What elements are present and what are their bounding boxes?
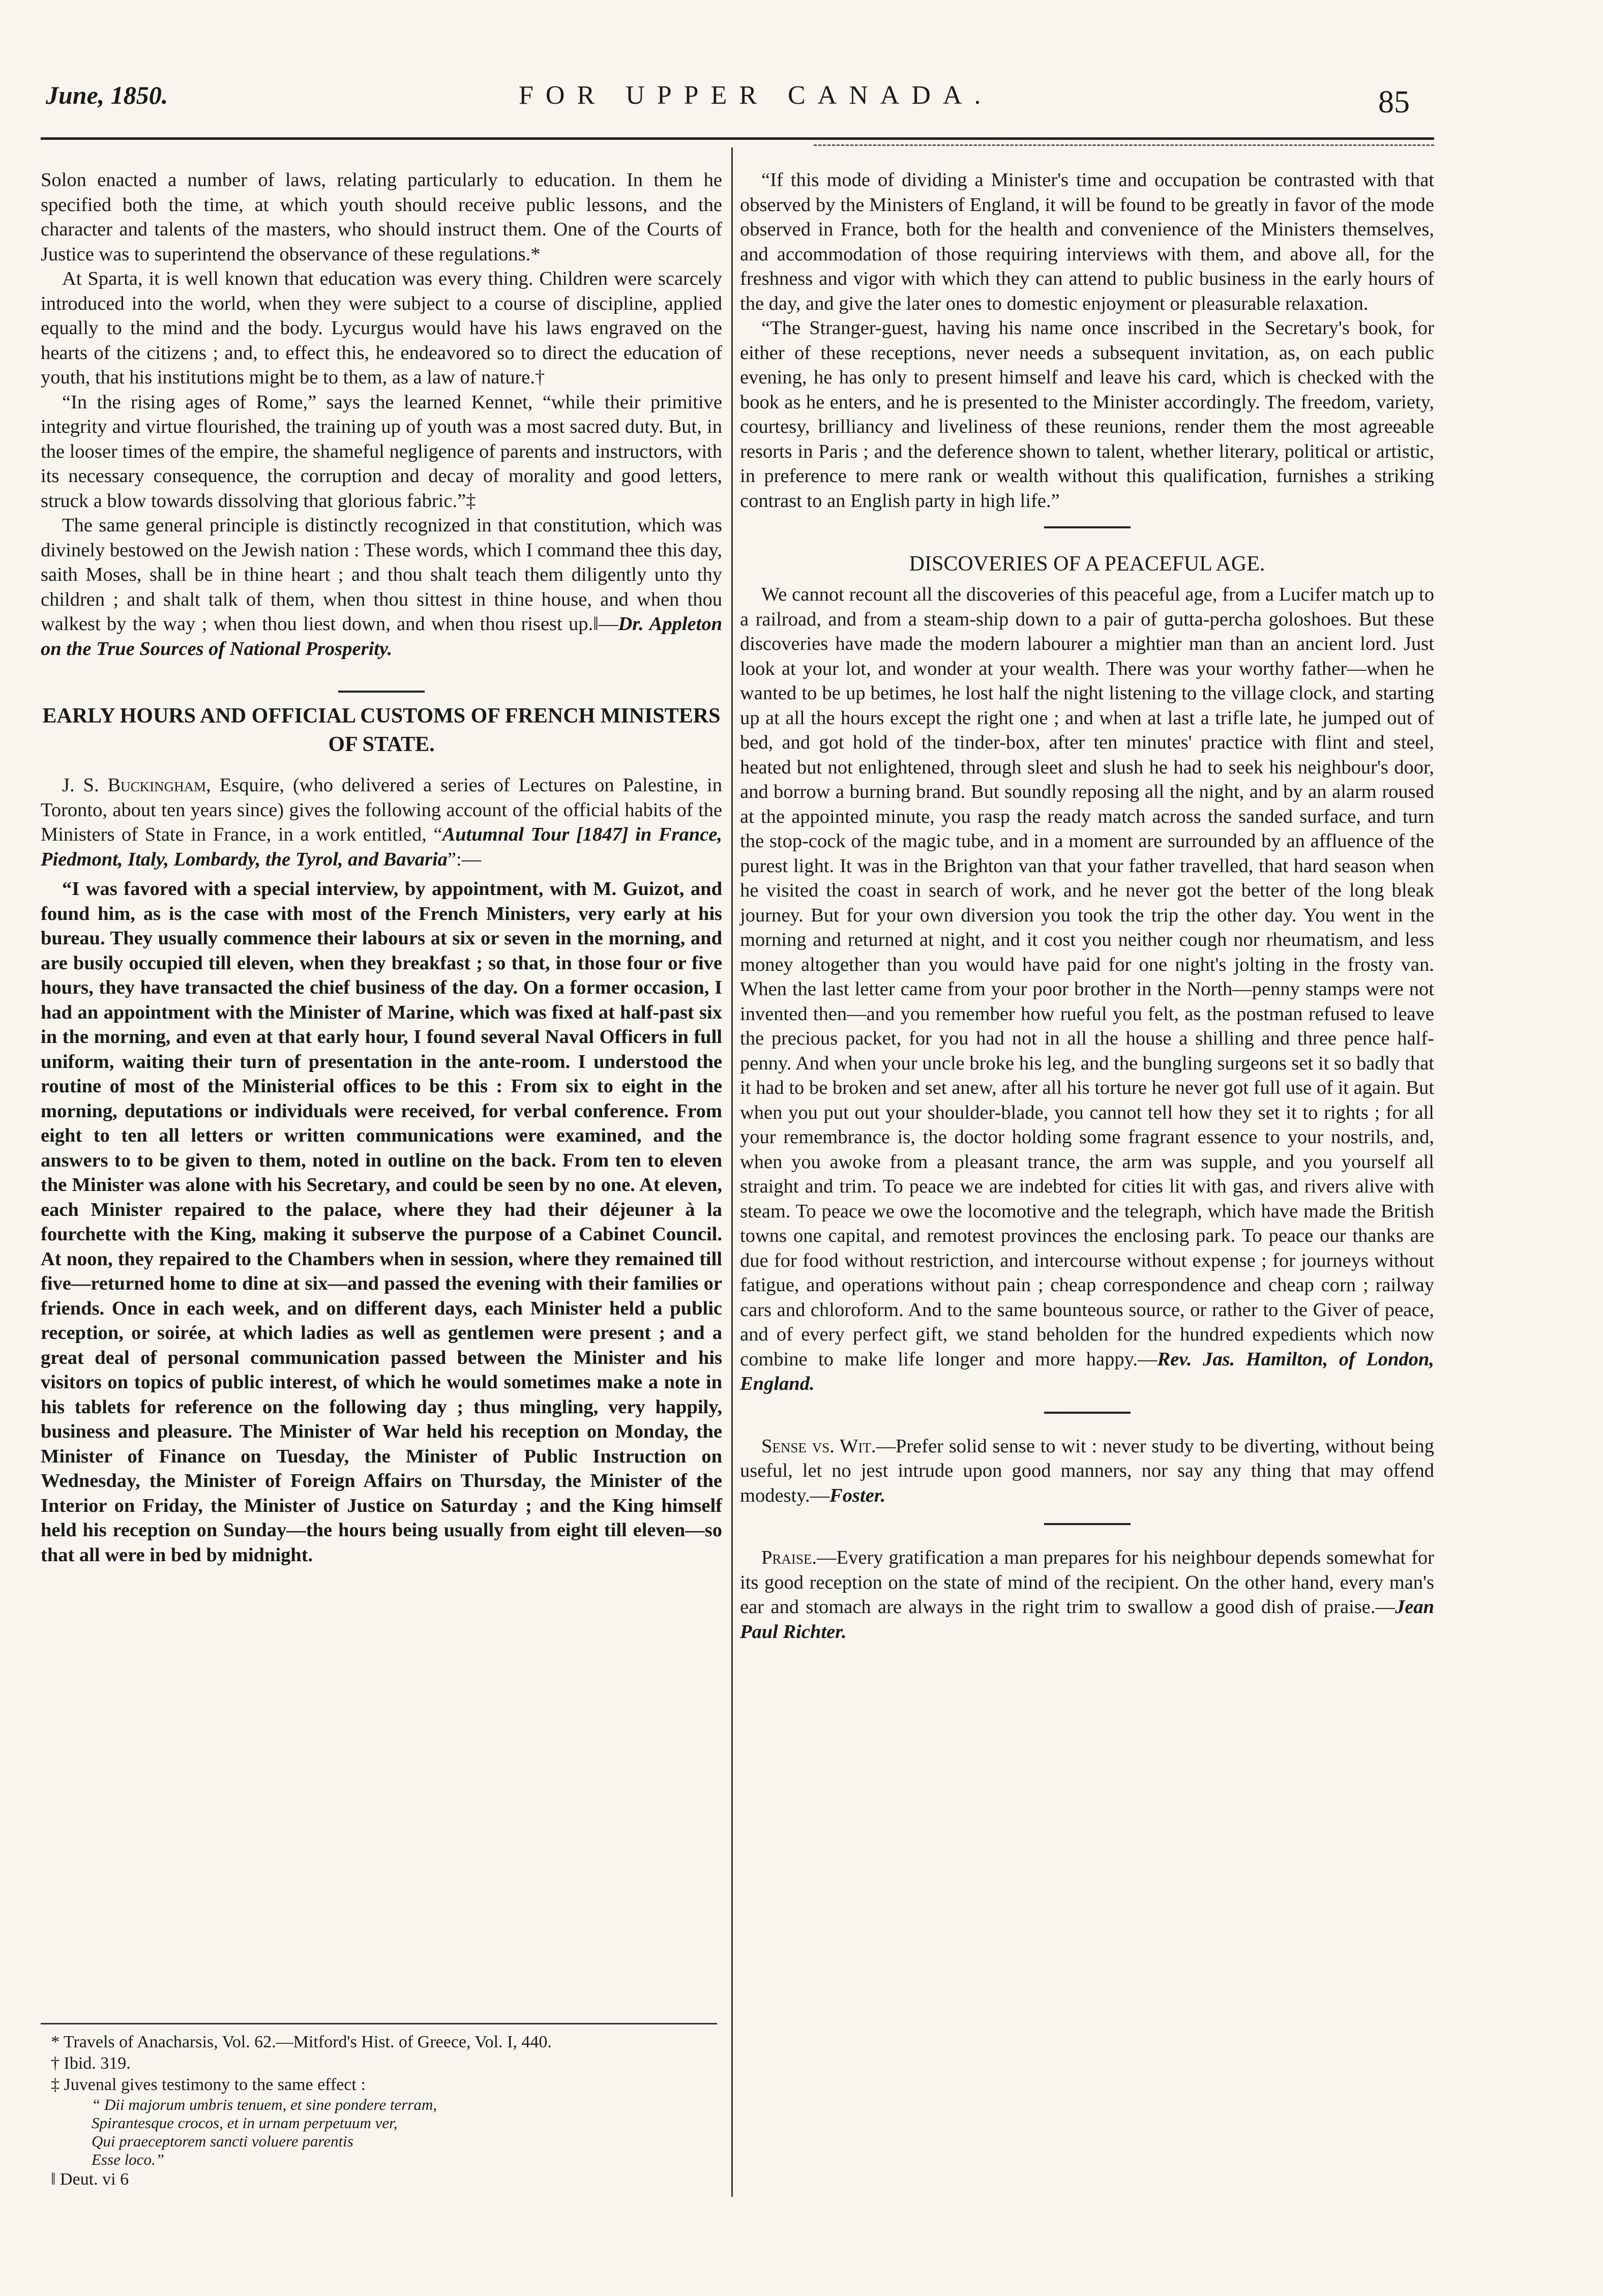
footnotes: [51, 2032, 717, 2190]
left-paragraph-3: “In the rising ages of Rome,” says the learned Kennet, “while their primitive integrity and virtue flourished, the training up of youth was a most sacred duty. But, in the looser times of the empire, the shameful negligence of parents and instructors, with its necessary consequence, the corruption and decay of morality and good letters, struck a blow towards dissolving that glorious fabric.”‡: [41, 391, 722, 512]
buckingham-intro-end: ”:—: [447, 848, 482, 870]
header-rule-dashed: [814, 144, 1434, 146]
header-rule: [41, 137, 1434, 140]
discoveries-text: We cannot recount all the discoveries of this peaceful age, from a Lucifer match up to a railroad, and from a steam-ship down to a pair of gutta-percha goloshoes. But these discoveries have made the modern labourer a mightier man than an ancient lord. Just look at your lot, and wonder at your wealth. There was your worthy father—when he wanted to be up betimes, he lost half the night listening to the village clock, and starting up at all the hours except the right one ; and when at last a trifle late, he jumped out of bed, and got hold of the tinder-box, after ten minutes' practice with flint and steel, heated but not enlightened, through sleet and slush he had to seek his neighbour's door, and borrow a burning brand. But soundly reposing all the night, and by an alarm roused at the appointed minute, you rasp the ready match across the sanded surface, and turn the stop-cock of the magic tube, and in a moment are surrounded by an affluence of the purest light. It was in the Brighton van that your father travelled, that hard season when he visited the coast in search of work, and he never got the better of the long bleak journey. But for your own diversion you took the trip the other day. You went in the morning and returned at night, and it cost you neither cough nor rheumatism, and less money altogether than you would have paid for one night's jolting in the frosty van. When the last letter came from your poor brother in the North—penny stamps were not invented then—and you remember how rueful you felt, as the postman refused to leave the precious packet, for you had not in all the house a shilling and three pence half-penny. And when your uncle broke his leg, and the bungling surgeons set it so badly that it had to be broken and set anew, after all his torture he never got full use of it again. But when you put out your shoulder-blade, you cannot tell how they set it to rights ; for all your remembrance is, the doctor holding some fragrant essence to your nostrils, and, when you awoke from a pleasant trance, the arm was supple, and you yourself all straight and trim. To peace we are indebted for cities lit with gas, and rivers alive with steam. To peace we owe the locomotive and the telegraph, which have made the British towns one capital, and remotest provinces the enclosing park. To peace our thanks are due for food without restriction, and intercourse without expense ; for journeys without fatigue, and operations without pain ; cheap correspondence and cheap corn ; railway cars and chloroform. And to the same bounteous source, or rather to the Giver of peace, and of every perfect gift, we stand beholden for the hundred expedients which now combine to make life longer and more happy.—: [740, 584, 1434, 1370]
footnote-2: † Ibid. 319.: [51, 2054, 131, 2073]
right-paragraph-5: [740, 1545, 1434, 1644]
praise-text: —Every gratification a man prepares for his neighbour depends somewhat for its good reception on the state of mind of the recipient. On the other hand, every man's ear and stomach are always in the right trim to swallow a good dish of praise.—: [740, 1547, 1434, 1618]
header-title: FOR UPPER CANADA.: [519, 81, 993, 110]
left-paragraph-5: [41, 773, 722, 872]
header-date: June, 1850.: [46, 81, 168, 109]
section-heading-discoveries: DISCOVERIES OF A PEACEFUL AGE.: [909, 552, 1265, 576]
foster-attribution: Foster.: [829, 1484, 886, 1506]
left-paragraph-2: At Sparta, it is well known that education was every thing. Children were scarcely introduced into the world, when they were subject to a course of discipline, applied equally to the mind and the body. Lycurgus would have his laws engraved on the hearts of the citizens ; and, to effect this, he endeavored so to direct the education of youth, that his institutions might be to them, as a law of nature.†: [41, 268, 722, 388]
left-paragraph-4: [41, 513, 722, 661]
right-paragraph-2: “The Stranger-guest, having his name once inscribed in the Secretary's book, for either of these receptions, never needs a subsequent invitation, as, on each public evening, he has only to present himself and leave his card, which is checked with the book as he enters, and he is presented to the Minister accordingly. The freedom, variety, courtesy, brilliancy and liveliness of these reunions, render them the most agreeable resorts in Paris ; and the deference shown to talent, whether literary, political or artistic, in preference to mere rank or wealth without this qualification, furnishes a striking contrast to an English party in high life.”: [740, 317, 1434, 512]
section-heading-french-ministers: EARLY HOURS AND OFFICIAL CUSTOMS OF FRENCH MINISTERS OF STATE.: [42, 704, 721, 756]
appleton-attribution: Dr. Appleton on the True Sources of National Prosperity.: [41, 613, 722, 660]
column-divider: [731, 147, 733, 2197]
verse-line-3: Qui praeceptorem sancti voluere parentis: [92, 2132, 353, 2150]
hamilton-attribution: Rev. Jas. Hamilton, of London, England.: [740, 1348, 1435, 1394]
footnote-4: ‖ Deut. vi 6: [51, 2170, 129, 2189]
left-paragraph-1: Solon enacted a number of laws, relating particularly to education. In them he specified both the time, at which youth should receive public lessons, and the character and talents of the masters, who should instruct them. One of the Courts of Justice was to superintend the observance of these regulations.*: [41, 169, 722, 265]
buckingham-name: J. S. Buckingham,: [62, 774, 211, 796]
footnote-1: * Travels of Anacharsis, Vol. 62.—Mitford's Hist. of Greece, Vol. I, 440.: [51, 2033, 552, 2051]
right-column: [740, 168, 1434, 1644]
verse-line-2: Spirantesque crocos, et in urnam perpetuum ver,: [92, 2114, 398, 2132]
sense-wit-lead: Sense vs. Wit.: [761, 1435, 876, 1457]
verse-line-1: “ Dii majorum umbris tenuem, et sine pondere terram,: [92, 2096, 437, 2113]
footnote-3: ‡ Juvenal gives testimony to the same effect :: [51, 2075, 366, 2094]
page-number: 85: [1378, 85, 1410, 120]
left-paragraph-6: “I was favored with a special interview, by appointment, with M. Guizot, and found him, as is the case with most of the French Ministers, very early at his bureau. They usually commence their labours at six or seven in the morning, and are busily occupied till eleven, when they breakfast ; so that, in those four or five hours, they have transacted the chief business of the day. On a former occasion, I had an appointment with the Minister of Marine, which was fixed at half-past six in the morning, and even at that early hour, I found several Naval Officers in full uniform, waiting their turn of presentation in the ante-room. I understood the routine of most of the Ministerial offices to be this : From six to eight in the morning, deputations or individuals were received, for verbal conference. From eight to ten all letters or written communications were examined, and the answers to to be given to them, noted in outline on the back. From ten to eleven the Minister was alone with his Secretary, and could be seen by no one. At eleven, each Minister repaired to the palace, where they had their déjeuner à la fourchette with the King, making it subserve the purpose of a Cabinet Council. At noon, they repaired to the Chambers when in session, where they remained till five—returned home to dine at six—and passed the evening with their families or friends. Once in each week, and on different days, each Minister held a public reception, or soirée, at which ladies as well as gentlemen were present ; and a great deal of personal communication passed between the Minister and his visitors on topics of public interest, of which he would sometimes make a note in his tablets for reference on the following day ; thus mingling, very happily, business and pleasure. The Minister of War held his reception on Monday, the Minister of Finance on Tuesday, the Minister of Public Instruction on Wednesday, the Minister of Foreign Affairs on Thursday, the Minister of the Interior on Friday, the Minister of Justice on Saturday ; and the King himself held his reception on Sunday—the hours being usually from eight till eleven—so that all were in bed by midnight.: [41, 878, 722, 1566]
left-column: [41, 168, 722, 1567]
verse-line-4: Esse loco.”: [92, 2151, 164, 2168]
running-head: [46, 80, 1439, 136]
jewish-nation-text: The same general principle is distinctly recognized in that constitution, which was divinely bestowed on the Jewish nation : These words, which I command thee this day, saith Moses, shall be in thine heart ; and thou shalt teach them diligently unto thy children ; and shalt talk of them, when thou sittest in thine house, and when thou walkest by the way ; when thou liest down, and when thou risest up.‖—: [41, 515, 722, 635]
sense-wit-text: —Prefer solid sense to wit : never study to be diverting, without being useful, let no jest intrude upon good manners, nor say any thing that may offend modesty.—: [740, 1435, 1434, 1506]
richter-attribution: Jean Paul Richter.: [740, 1596, 1434, 1643]
buckingham-intro: Esquire, (who delivered a series of Lectures on Palestine, in Toronto, about ten years since) gives the following account of the official habits of the Ministers of State in France, in a work entitled, “: [41, 774, 722, 845]
work-title: Autumnal Tour [1847] in France, Piedmont, Italy, Lombardy, the Tyrol, and Bavaria: [41, 824, 722, 870]
right-paragraph-3: [740, 582, 1434, 1396]
praise-lead: Praise.: [761, 1547, 817, 1568]
right-paragraph-4: [740, 1434, 1434, 1508]
right-paragraph-1: “If this mode of dividing a Minister's time and occupation be contrasted with that observed by the Ministers of England, it will be found to be greatly in favor of the mode observed in France, both for the health and convenience of the Ministers themselves, and accommodation of those requiring interviews with them, and above all, for the freshness and vigor with which they can attend to public business in the early hours of the day, and give the later ones to domestic enjoyment or pleasurable relaxation.: [740, 169, 1434, 314]
footnote-rule: [41, 2023, 717, 2024]
